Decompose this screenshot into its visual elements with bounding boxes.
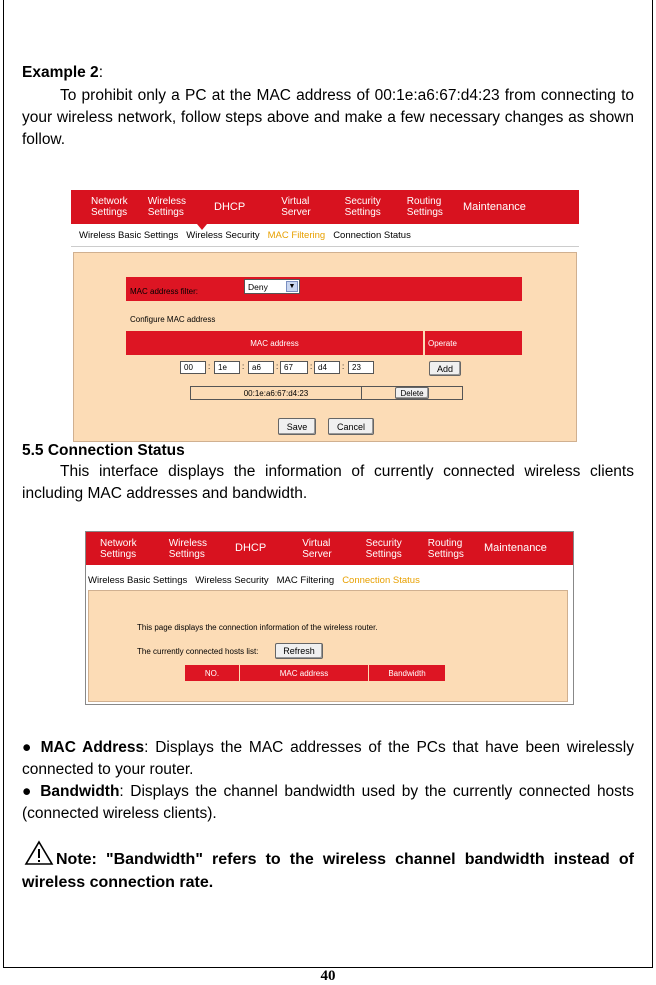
tab-wireless-basic[interactable]: Wireless Basic Settings [79, 229, 179, 241]
cancel-button[interactable]: Cancel [328, 418, 374, 435]
nav-maintenance[interactable]: Maintenance [462, 200, 526, 213]
bullet-mac-address [22, 737, 634, 781]
mac-separator: : [242, 362, 245, 371]
col-no: NO. [185, 665, 239, 681]
configure-mac-label: Configure MAC address [130, 315, 216, 324]
col-mac-address: MAC address [240, 665, 368, 681]
mac-filter-value: Deny [248, 281, 268, 292]
example-title: Example 2 [22, 64, 99, 81]
add-button[interactable]: Add [429, 361, 461, 376]
content-panel [88, 590, 568, 702]
mac-octet-2[interactable]: 1e [214, 361, 240, 374]
mac-filter-select[interactable] [244, 279, 300, 294]
bullet-text: : Displays the channel bandwidth used by the currently connected hosts (connected wireless clients). [22, 783, 634, 822]
entry-mac: 00:1e:a6:67:d4:23 [190, 386, 362, 400]
mac-separator: : [310, 362, 313, 371]
hosts-list-label: The currently connected hosts list: [137, 647, 259, 656]
nav-bar [71, 190, 579, 224]
col-bandwidth: Bandwidth [369, 665, 445, 681]
refresh-button[interactable]: Refresh [275, 643, 323, 659]
col-operate: Operate [425, 331, 522, 355]
col-mac-address: MAC address [126, 331, 423, 355]
sub-tabs [86, 570, 573, 590]
bullet-bandwidth [22, 781, 634, 825]
nav-dhcp[interactable]: DHCP [235, 542, 267, 554]
info-text: This page displays the connection information of the wireless router. [137, 623, 378, 632]
nav-dhcp[interactable]: DHCP [214, 200, 246, 213]
mac-separator: : [342, 362, 345, 371]
nav-virtual-server[interactable]: Virtual Server [302, 537, 332, 560]
nav-network-settings[interactable]: Network Settings [91, 196, 128, 218]
bullet-term: Bandwidth [40, 783, 120, 800]
delete-button[interactable]: Delete [395, 387, 429, 399]
tab-connection-status[interactable]: Connection Status [333, 229, 411, 241]
nav-wireless-settings[interactable]: Wireless Settings [168, 537, 208, 560]
mac-filter-screenshot [71, 190, 579, 440]
mac-separator: : [208, 362, 211, 371]
nav-security-settings[interactable]: Security Settings [344, 196, 381, 218]
nav-routing-settings[interactable]: Routing Settings [427, 537, 464, 560]
example-paragraph: To prohibit only a PC at the MAC address of 00:1e:a6:67:d4:23 from connecting to your wireless network, follow steps above and make a few necessary changes as shown follow. [22, 87, 634, 148]
section-paragraph: This interface displays the information of currently connected wireless clients including MAC addresses and bandwidth. [22, 463, 634, 502]
tab-mac-filtering[interactable]: MAC Filtering [276, 574, 335, 586]
nav-wireless-settings[interactable]: Wireless Settings [147, 196, 187, 218]
section-heading: 5.5 Connection Status [22, 442, 185, 459]
nav-network-settings[interactable]: Network Settings [100, 537, 137, 560]
tab-wireless-security[interactable]: Wireless Security [195, 574, 269, 586]
mac-octet-3[interactable]: a6 [248, 361, 274, 374]
nav-maintenance[interactable]: Maintenance [483, 542, 547, 554]
mac-separator: : [276, 362, 279, 371]
mac-octet-1[interactable]: 00 [180, 361, 206, 374]
example-title-line [22, 62, 634, 84]
mac-octet-4[interactable]: 67 [280, 361, 308, 374]
sub-tabs [71, 224, 579, 247]
bullet-term: MAC Address [40, 739, 145, 756]
warning-icon [24, 840, 54, 866]
tab-connection-status[interactable]: Connection Status [342, 574, 420, 586]
mac-octet-5[interactable]: d4 [314, 361, 340, 374]
bullet-text: : Displays the MAC addresses of the PCs that have been wirelessly connected to your router. [22, 739, 634, 778]
nav-routing-settings[interactable]: Routing Settings [406, 196, 443, 218]
example-colon: : [98, 64, 103, 81]
connection-status-screenshot [85, 531, 574, 705]
page-number: 40 [320, 968, 336, 984]
nav-bar [86, 532, 573, 565]
nav-virtual-server[interactable]: Virtual Server [281, 196, 311, 218]
entry-operate-cell [362, 386, 463, 400]
chevron-down-icon: ▼ [286, 281, 298, 292]
mac-octet-6[interactable]: 23 [348, 361, 374, 374]
bullet-dot: ● [22, 739, 34, 756]
tab-mac-filtering[interactable]: MAC Filtering [267, 229, 326, 241]
tab-wireless-security[interactable]: Wireless Security [186, 229, 260, 241]
note-text: Note: "Bandwidth" refers to the wireless channel bandwidth instead of wireless connection rate. [22, 851, 634, 891]
save-button[interactable]: Save [278, 418, 316, 435]
tab-wireless-basic[interactable]: Wireless Basic Settings [88, 574, 188, 586]
nav-security-settings[interactable]: Security Settings [365, 537, 402, 560]
mac-filter-label: MAC address filter: [130, 287, 199, 296]
content-panel [73, 252, 577, 442]
bullet-dot: ● [22, 783, 34, 800]
